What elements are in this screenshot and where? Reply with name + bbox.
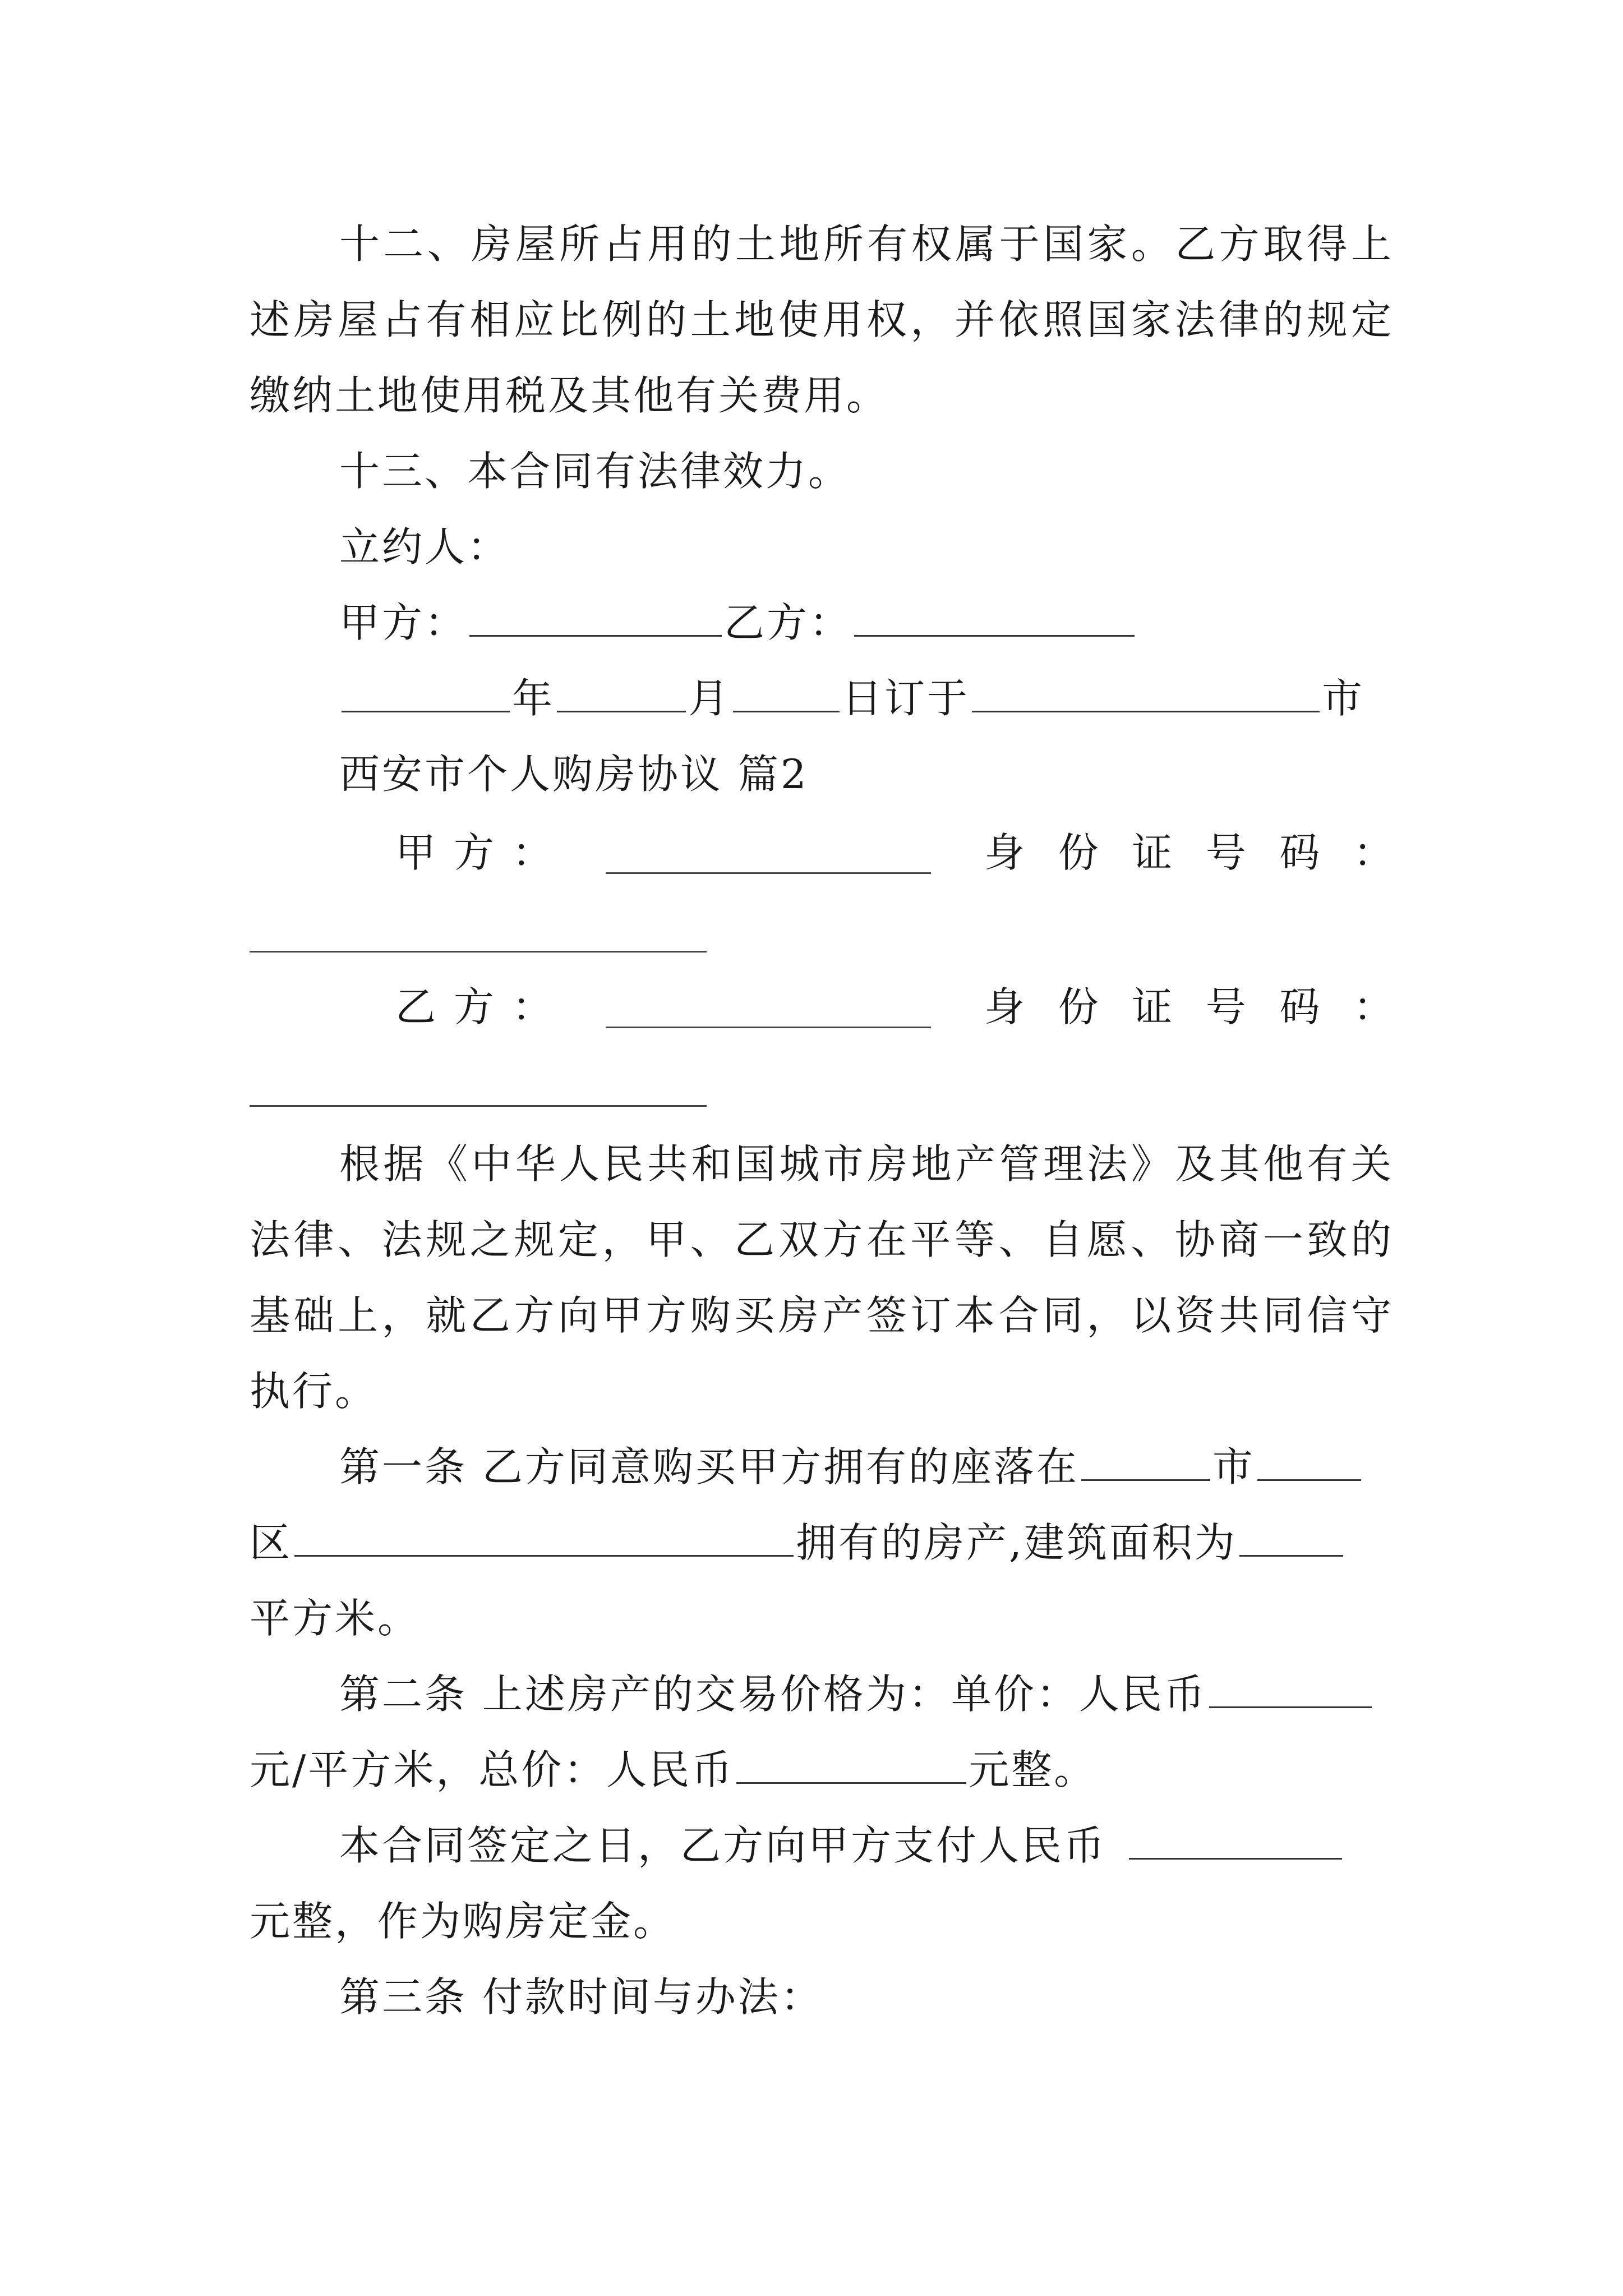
section-title: 西安市个人购房协议 篇2: [339, 751, 809, 798]
party-a-label: 甲方：: [339, 599, 468, 646]
party-b-id-label: 身 份 证 号 码 ：: [984, 983, 1394, 1030]
party-a-row-label: 甲 方 ：: [395, 829, 552, 876]
article-2-line-2: [250, 1739, 1394, 1801]
deposit-amount-blank: [1129, 1824, 1342, 1860]
month-label: 月: [688, 675, 731, 722]
preamble-line-4: 执行。: [250, 1368, 378, 1415]
article-2-end-text: 元整。: [969, 1746, 1097, 1793]
article-1-address-blank: [294, 1521, 794, 1557]
article-1-area-blank: [1239, 1521, 1343, 1557]
year-label: 年: [512, 675, 555, 722]
signers-label: 立约人：: [339, 523, 510, 570]
article-1-city-label: 市: [1212, 1443, 1255, 1490]
party-b-id-blank: [250, 1105, 707, 1107]
article-1-line-1: [339, 1436, 1394, 1498]
signers-line: [339, 592, 1394, 654]
clause-13: 十三、本合同有法律效力。: [339, 448, 851, 495]
article-3-title: 第三条 付款时间与办法：: [339, 1973, 823, 2021]
party-b-label: 乙方：: [724, 599, 852, 646]
date-line: [339, 668, 1394, 729]
party-b-blank: [854, 601, 1135, 637]
article-2-text: 第二条 上述房产的交易价格为：单价：人民币: [339, 1671, 1207, 1718]
article-2-line-1: [339, 1663, 1394, 1725]
party-a-name-blank: [606, 872, 931, 874]
article-2-total-blank: [736, 1749, 966, 1784]
year-blank: [342, 677, 510, 712]
clause-12-line-1: 十二、房屋所占用的土地所有权属于国家。乙方取得上: [339, 220, 1394, 268]
party-a-id-label: 身 份 证 号 码 ：: [984, 829, 1394, 876]
preamble-line-2: 法律、法规之规定，甲、乙双方在平等、自愿、协商一致的: [250, 1216, 1394, 1263]
clause-12-line-3: 缴纳土地使用税及其他有关费用。: [250, 372, 889, 419]
deposit-text: 本合同签定之日，乙方向甲方支付人民币: [339, 1822, 1107, 1869]
article-1-district-blank: [1257, 1446, 1361, 1481]
article-2-total-text: 元/平方米，总价：人民币: [250, 1746, 735, 1793]
month-blank: [557, 677, 686, 712]
preamble-line-3: 基础上，就乙方向甲方购买房产签订本合同，以资共同信守: [250, 1292, 1394, 1339]
preamble-line-1: 根据《中华人民共和国城市房地产管理法》及其他有关: [339, 1140, 1394, 1188]
party-a-blank: [469, 601, 722, 637]
clause-12-line-2: 述房屋占有相应比例的土地使用权，并依照国家法律的规定: [250, 296, 1394, 343]
party-a-id-blank: [250, 951, 707, 953]
article-1-text: 第一条 乙方同意购买甲方拥有的座落在: [339, 1443, 1079, 1490]
article-1-city-blank: [1081, 1446, 1210, 1481]
article-1-line-3: 平方米。: [250, 1595, 421, 1642]
article-1-line-2: [250, 1512, 1394, 1573]
city-label: 市: [1322, 675, 1365, 722]
article-2-unit-price-blank: [1209, 1673, 1372, 1708]
article-1-district-label: 区: [250, 1519, 293, 1566]
day-blank: [733, 677, 840, 712]
article-1-area-text: 拥有的房产,建筑面积为: [796, 1519, 1237, 1566]
day-signed-at-label: 日订于: [842, 675, 970, 722]
deposit-line-2: 元整，作为购房定金。: [250, 1898, 676, 1945]
deposit-line-1: [339, 1815, 1394, 1876]
party-b-name-blank: [606, 1027, 931, 1028]
party-b-row-label: 乙 方 ：: [395, 983, 552, 1030]
place-blank: [972, 677, 1320, 712]
